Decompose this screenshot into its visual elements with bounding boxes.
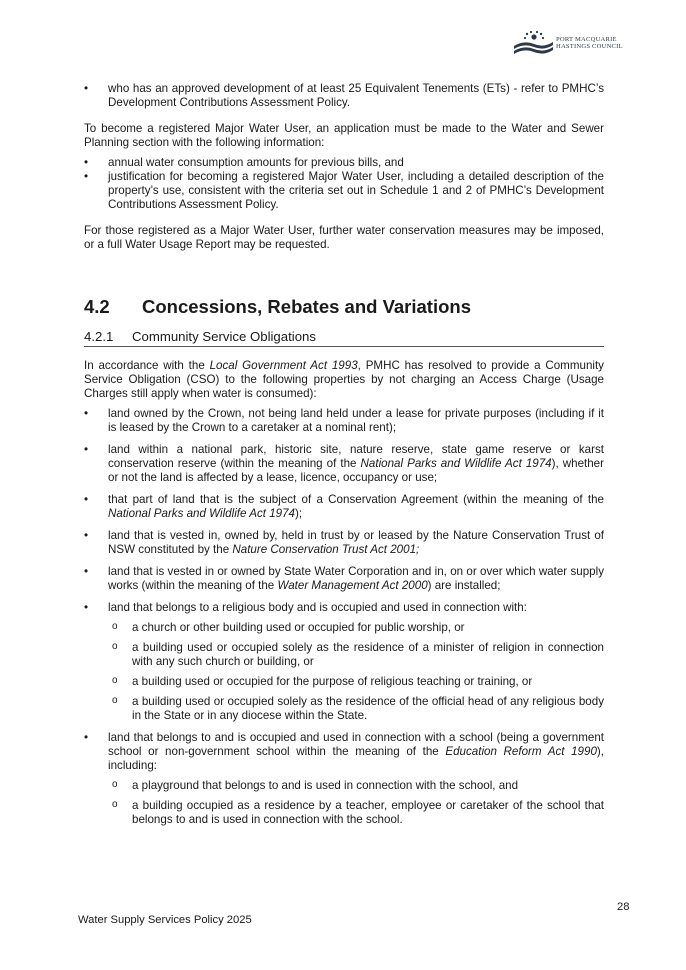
sub-list-item: o a church or other building used or occupied for public worship, or xyxy=(84,621,604,635)
section-number: 4.2 xyxy=(84,296,110,317)
subsection-title: Community Service Obligations xyxy=(132,329,316,344)
logo-line-2: HASTINGS COUNCIL xyxy=(556,43,623,51)
page-number: 28 xyxy=(617,901,630,913)
footer-title: Water Supply Services Policy 2025 xyxy=(78,914,252,926)
list-item: • that part of land that is the subject of a Conservation Agreement (within the meaning of the National Parks and Wildlife Act 1974); xyxy=(84,493,604,521)
sub-list-item: o a building occupied as a residence by a teacher, employee or caretaker of the school that belongs to and is used in connection with the school. xyxy=(84,799,604,827)
list-item: • who has an approved development of at least 25 Equivalent Tenements (ETs) - refer to PMHC’s Development Contributions Assessment Policy. xyxy=(84,82,604,110)
list-item: • land within a national park, historic site, nature reserve, state game reserve or karst conservation reserve (within the meaning of the National Parks and Wildlife Act 1974), whether or not the land is affected by a lease, licence, occupancy or use; xyxy=(84,443,604,485)
paragraph: To become a registered Major Water User, an application must be made to the Water and Sewer Planning section with the following information: xyxy=(84,122,604,149)
intro-bullet-list xyxy=(84,82,604,110)
paragraph: In accordance with the Local Government Act 1993, PMHC has resolved to provide a Community Service Obligation (CSO) to the following properties by not charging an Access Charge (Usage Charges still apply when water is consumed): xyxy=(84,359,604,400)
sub-list-item: o a building used or occupied solely as the residence of the official head of any religious body in the State or in any diocese within the State. xyxy=(84,695,604,723)
school-sub-list xyxy=(84,779,604,827)
document-body xyxy=(84,82,604,827)
subsection-heading xyxy=(84,329,604,347)
sub-list-item: o a building used or occupied solely as the residence of a minister of religion in connection with any such church or building, or xyxy=(84,641,604,669)
logo-line-1: PORT MACQUARIE xyxy=(556,36,617,43)
list-item: • annual water consumption amounts for previous bills, and xyxy=(84,156,604,170)
list-item: • land that belongs to and is occupied and used in connection with a school (being a government school or non-government school within the meaning of the Education Reform Act 1990), including: xyxy=(84,731,604,773)
council-logo xyxy=(512,30,632,56)
sub-list-item: o a playground that belongs to and is used in connection with the school, and xyxy=(84,779,604,793)
list-item: • land that is vested in, owned by, held in trust by or leased by the Nature Conservation Trust of NSW constituted by the Nature Conservation Trust Act 2001; xyxy=(84,529,604,557)
logo-text xyxy=(556,36,623,51)
list-item: • land that belongs to a religious body and is occupied and used in connection with: xyxy=(84,601,604,615)
wave-logo-icon xyxy=(512,30,554,56)
section-title: Concessions, Rebates and Variations xyxy=(142,296,471,317)
section-heading xyxy=(84,296,604,318)
list-item: • justification for becoming a registered Major Water User, including a detailed description of the property’s use, consistent with the criteria set out in Schedule 1 and 2 of PMHC’s Development Contributions Assessment Policy. xyxy=(84,170,604,212)
list-item: • land that is vested in or owned by State Water Corporation and in, on or over which water supply works (within the meaning of the Water Management Act 2000) are installed; xyxy=(84,565,604,593)
application-info-list xyxy=(84,156,604,212)
subsection-number: 4.2.1 xyxy=(84,329,114,344)
paragraph: For those registered as a Major Water User, further water conservation measures may be imposed, or a full Water Usage Report may be requested. xyxy=(84,224,604,251)
school-list xyxy=(84,731,604,773)
list-item: • land owned by the Crown, not being land held under a lease for private purposes (including if it is leased by the Crown to a caretaker at a nominal rent); xyxy=(84,407,604,435)
sub-list-item: o a building used or occupied for the purpose of religious teaching or training, or xyxy=(84,675,604,689)
cso-list xyxy=(84,407,604,615)
religious-sub-list xyxy=(84,621,604,723)
